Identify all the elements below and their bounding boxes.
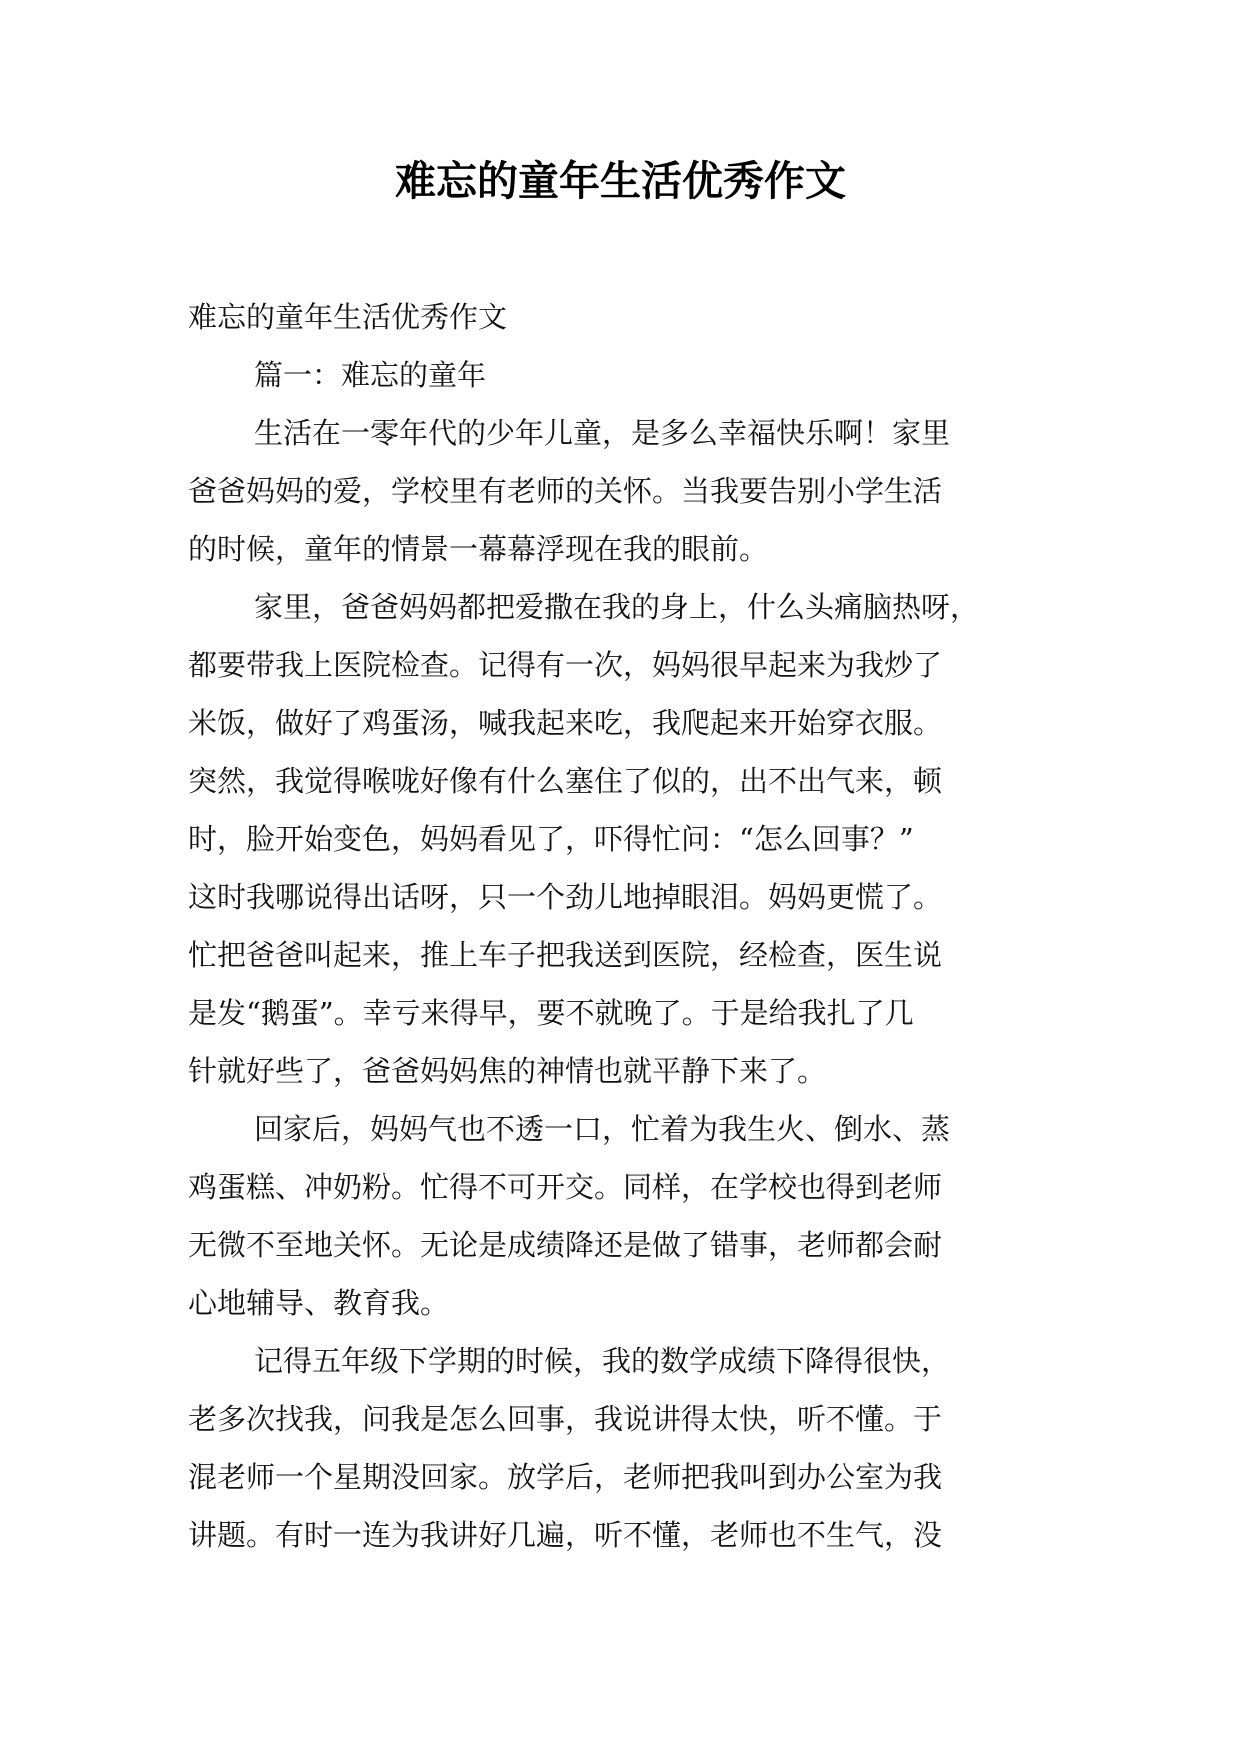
paragraph-line: 突然，我觉得喉咙好像有什么塞住了似的，出不出气来，顿 [188, 764, 943, 798]
paragraph-line: 回家后，妈妈气也不透一口，忙着为我生火、倒水、蒸 [254, 1112, 951, 1146]
paragraph-line: 忙把爸爸叫起来，推上车子把我送到医院，经检查，医生说 [188, 938, 943, 972]
document-title: 难忘的童年生活优秀作文 [395, 157, 846, 205]
paragraph-line: 生活在一零年代的少年儿童，是多么幸福快乐啊！家里 [254, 416, 951, 450]
paragraph-line: 无微不至地关怀。无论是成绩降还是做了错事，老师都会耐 [188, 1228, 943, 1262]
paragraph-line: 老多次找我，问我是怎么回事，我说讲得太快，听不懂。于 [188, 1402, 943, 1436]
paragraph-line: 爸爸妈妈的爱，学校里有老师的关怀。当我要告别小学生活 [188, 474, 943, 508]
paragraph-line: 米饭，做好了鸡蛋汤，喊我起来吃，我爬起来开始穿衣服。 [188, 706, 943, 740]
paragraph-line: 是发“鹅蛋”。幸亏来得早，要不就晚了。于是给我扎了几 [188, 996, 914, 1030]
paragraph-line: 心地辅导、教育我。 [188, 1286, 450, 1320]
subtitle-line: 难忘的童年生活优秀作文 [188, 300, 508, 334]
paragraph-line: 都要带我上医院检查。记得有一次，妈妈很早起来为我炒了 [188, 648, 943, 682]
section-heading: 篇一：难忘的童年 [254, 358, 487, 392]
document-body [188, 288, 1058, 1564]
paragraph-line: 时，脸开始变色，妈妈看见了，吓得忙问：“怎么回事？” [188, 822, 914, 856]
paragraph-line: 针就好些了，爸爸妈妈焦的神情也就平静下来了。 [188, 1054, 827, 1088]
paragraph-3 [188, 1100, 1058, 1332]
paragraph-1 [188, 404, 1058, 578]
paragraph-line: 家里，爸爸妈妈都把爱撒在我的身上，什么头痛脑热呀， [254, 590, 980, 624]
paragraph-line: 的时候，童年的情景一幕幕浮现在我的眼前。 [188, 532, 769, 566]
paragraph-line: 鸡蛋糕、冲奶粉。忙得不可开交。同样，在学校也得到老师 [188, 1170, 943, 1204]
paragraph-line: 这时我哪说得出话呀，只一个劲儿地掉眼泪。妈妈更慌了。 [188, 880, 943, 914]
paragraph-line: 讲题。有时一连为我讲好几遍，听不懂，老师也不生气，没 [188, 1518, 943, 1552]
paragraph-line: 记得五年级下学期的时候，我的数学成绩下降得很快， [254, 1344, 951, 1378]
paragraph-4 [188, 1332, 1058, 1564]
paragraph-line: 混老师一个星期没回家。放学后，老师把我叫到办公室为我 [188, 1460, 943, 1494]
paragraph-2 [188, 578, 1058, 1100]
